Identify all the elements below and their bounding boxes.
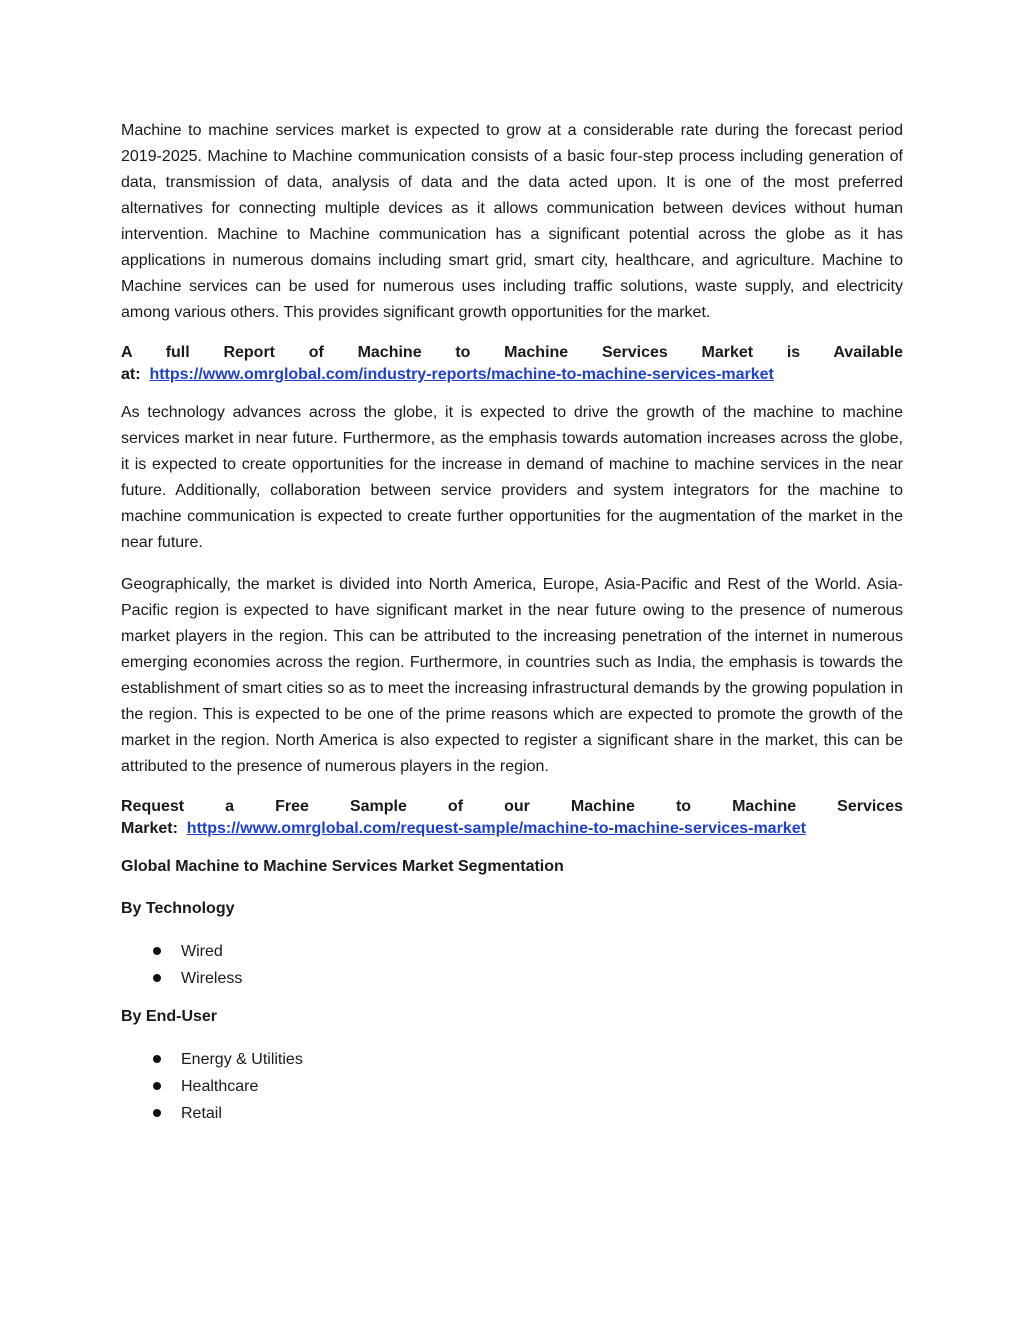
list-item-label: Wired [181, 943, 223, 960]
report-link-prefix: at: [121, 366, 141, 383]
list-item [121, 1073, 903, 1100]
by-end-user-heading: By End-User [121, 1008, 218, 1025]
segmentation-title: Global Machine to Machine Services Market Segmentation [121, 858, 564, 875]
sample-request [121, 796, 903, 840]
bullet-icon [153, 947, 161, 955]
list-item [121, 965, 903, 992]
list-item-label: Healthcare [181, 1078, 259, 1095]
list-item [121, 1046, 903, 1073]
sample-link[interactable]: https://www.omrglobal.com/request-sample/machine-to-machine-services-market [186, 820, 806, 837]
report-link-line [121, 364, 903, 386]
list-item-label: Wireless [181, 970, 243, 987]
list-item-label: Energy & Utilities [181, 1051, 303, 1068]
sample-link-line [121, 818, 903, 840]
geography-paragraph: Geographically, the market is divided into North America, Europe, Asia-Pacific and Rest of the World. Asia-Pacific region is expected to have significant market in the near future owing to the presence of numerous market players in the region. This can be attributed to the increasing penetration of the internet in numerous emerging economies across the region. Furthermore, in countries such as India, the emphasis is towards the establishment of smart cities so as to meet the increasing infrastructural demands by the growing population in the region. This is expected to be one of the prime reasons which are expected to promote the growth of the market in the region. North America is also expected to register a significant share in the market, this can be attributed to the presence of numerous players in the region. [121, 576, 903, 775]
report-availability-text: A full Report of Machine to Machine Services Market is Available [121, 344, 903, 361]
list-item [121, 1100, 903, 1127]
bullet-icon [153, 974, 161, 982]
bullet-icon [153, 1109, 161, 1117]
technology-list [121, 938, 903, 992]
report-link[interactable]: https://www.omrglobal.com/industry-reports/machine-to-machine-services-market [149, 366, 774, 383]
sample-link-prefix: Market: [121, 820, 178, 837]
end-user-list [121, 1046, 903, 1127]
list-item [121, 938, 903, 965]
bullet-icon [153, 1055, 161, 1063]
by-technology-heading: By Technology [121, 900, 235, 917]
document-body [121, 118, 903, 1139]
report-availability [121, 342, 903, 386]
list-item-label: Retail [181, 1105, 222, 1122]
intro-paragraph: Machine to machine services market is expected to grow at a considerable rate during the forecast period 2019-2025. Machine to Machine communication consists of a basic four-step process including generation of data, transmission of data, analysis of data and the data acted upon. It is one of the most preferred alternatives for connecting multiple devices as it allows communication between devices without human intervention. Machine to Machine communication has a significant potential across the globe as it has applications in numerous domains including smart grid, smart city, healthcare, and agriculture. Machine to Machine services can be used for numerous uses including traffic solutions, waste supply, and electricity among various others. This provides significant growth opportunities for the market. [121, 122, 903, 321]
bullet-icon [153, 1082, 161, 1090]
sample-request-text: Request a Free Sample of our Machine to Machine Services [121, 798, 903, 815]
technology-paragraph: As technology advances across the globe, it is expected to drive the growth of the machine to machine services market in near future. Furthermore, as the emphasis towards automation increases across the globe, it is expected to create opportunities for the increase in demand of machine to machine services in the near future. Additionally, collaboration between service providers and system integrators for the machine to machine communication is expected to create further opportunities for the augmentation of the market in the near future. [121, 404, 903, 551]
